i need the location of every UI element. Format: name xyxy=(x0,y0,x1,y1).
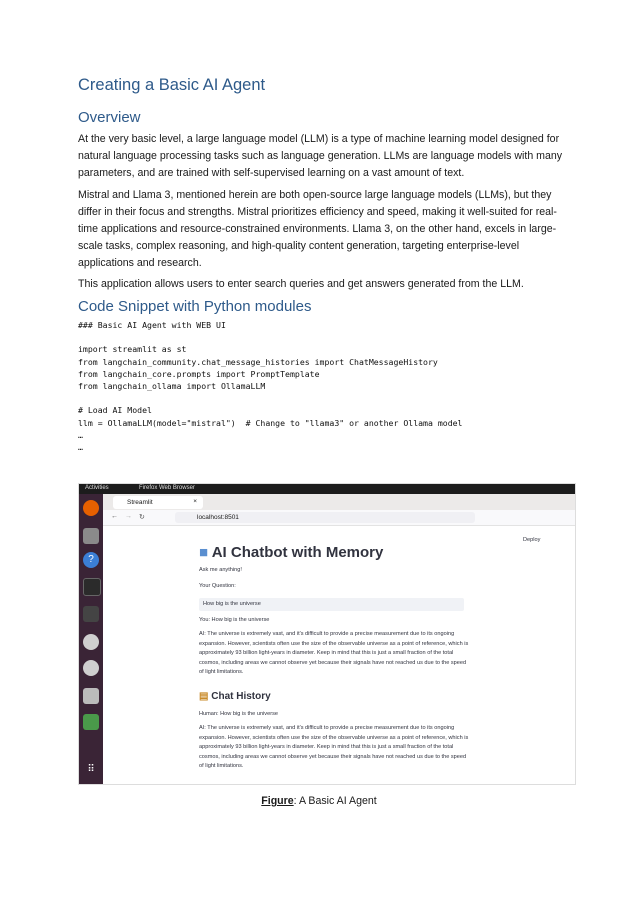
ask-label: Ask me anything! xyxy=(199,567,242,573)
scroll-icon: ▤ xyxy=(199,691,209,702)
question-input[interactable] xyxy=(199,598,464,611)
question-label: Your Question: xyxy=(199,583,236,589)
forward-icon[interactable]: → xyxy=(125,513,132,520)
app-name-label: Firefox Web Browser xyxy=(139,485,195,491)
url-bar[interactable] xyxy=(175,512,475,523)
files-icon[interactable] xyxy=(83,528,99,544)
you-message: You: How big is the universe xyxy=(199,617,270,623)
tab-streamlit[interactable] xyxy=(113,496,203,509)
desktop-topbar xyxy=(79,484,576,494)
document-title: Creating a Basic AI Agent xyxy=(78,76,266,94)
activities-label[interactable]: Activities xyxy=(85,485,109,491)
trash-icon[interactable] xyxy=(83,714,99,730)
dock xyxy=(79,494,103,785)
back-icon[interactable]: ← xyxy=(111,513,118,520)
disc-icon[interactable] xyxy=(83,660,99,676)
tab-label: Streamlit xyxy=(127,499,153,506)
question-value: How big is the universe xyxy=(203,601,261,607)
history-title-text: Chat History xyxy=(211,691,271,702)
history-title xyxy=(199,691,271,702)
caption-text: : A Basic AI Agent xyxy=(293,795,377,807)
browser-nav-bar xyxy=(103,510,576,526)
ai-answer: AI: The universe is extremely vast, and it's difficult to provide a precise measurement due to its ongoing expansion. However, scientists often use the size of the observable universe as a point of reference, which is approximately 93 billion light-years in diameter. Keep in mind that this is just a small fraction of the total cosmos, including areas we cannot observe yet because their signals have not reached us due to the speed of light limitations. xyxy=(199,631,469,675)
save-icon[interactable] xyxy=(83,688,99,704)
app-title xyxy=(199,544,383,561)
figure-caption xyxy=(0,795,638,807)
history-ai: AI: The universe is extremely vast, and it's difficult to provide a precise measurement due to its ongoing expansion. However, scientists often use the size of the observable universe as a point of reference, which is approximately 93 billion light-years in diameter. Keep in mind that this is just a small fraction of the total cosmos, including areas we cannot observe yet because their signals have not reached us due to the speed of light limitations. xyxy=(199,725,469,769)
robot-icon: ■ xyxy=(199,544,209,561)
deploy-button[interactable]: Deploy xyxy=(523,537,541,543)
apps-grid-icon[interactable]: ⠿ xyxy=(87,764,95,775)
app-title-text: AI Chatbot with Memory xyxy=(211,544,384,561)
disc-icon[interactable] xyxy=(83,634,99,650)
browser-tab-bar xyxy=(103,494,576,510)
overview-heading: Overview xyxy=(78,109,141,126)
monitor-icon[interactable] xyxy=(83,606,99,622)
paragraph-application: This application allows users to enter search queries and get answers generated from the LLM. xyxy=(78,278,524,290)
code-snippet: ### Basic AI Agent with WEB UI import streamlit as st from langchain_community.chat_message_histories import ChatMessageHistory from langchain_core.prompts import PromptTemplate from langchain_ollama import OllamaLLM # Load AI Model llm = OllamaLLM(model="mistral") # Change to "llama3" or another Ollama model … … xyxy=(78,320,463,453)
caption-label: Figure xyxy=(261,795,294,807)
firefox-icon[interactable] xyxy=(83,500,99,516)
close-icon[interactable]: × xyxy=(193,498,197,505)
help-icon[interactable]: ? xyxy=(83,552,99,568)
history-human: Human: How big is the universe xyxy=(199,711,278,717)
streamlit-page xyxy=(103,526,576,785)
reload-icon[interactable]: ↻ xyxy=(139,514,145,521)
url-text: localhost:8501 xyxy=(197,514,239,521)
paragraph-mistral-llama: Mistral and Llama 3, mentioned herein are both open-source large language models (LLMs), but they differ in their focus and strengths. Mistral prioritizes efficiency and speed, making it well-suited for real-time applications and resource-constrained environments. Llama 3, on the other hand, excels in large-scale tasks, complex reasoning, and high-quality content generation, targeting enterprise-level applications and research. xyxy=(78,189,557,269)
terminal-icon[interactable] xyxy=(83,578,101,596)
paragraph-llm-intro: At the very basic level, a large language model (LLM) is a type of machine learning model designed for natural language processing tasks such as language generation. LLMs are language models with many parameters, and are trained with self-supervised learning on a vast amount of text. xyxy=(78,133,563,179)
code-heading: Code Snippet with Python modules xyxy=(78,298,312,315)
screenshot-figure xyxy=(78,483,576,785)
